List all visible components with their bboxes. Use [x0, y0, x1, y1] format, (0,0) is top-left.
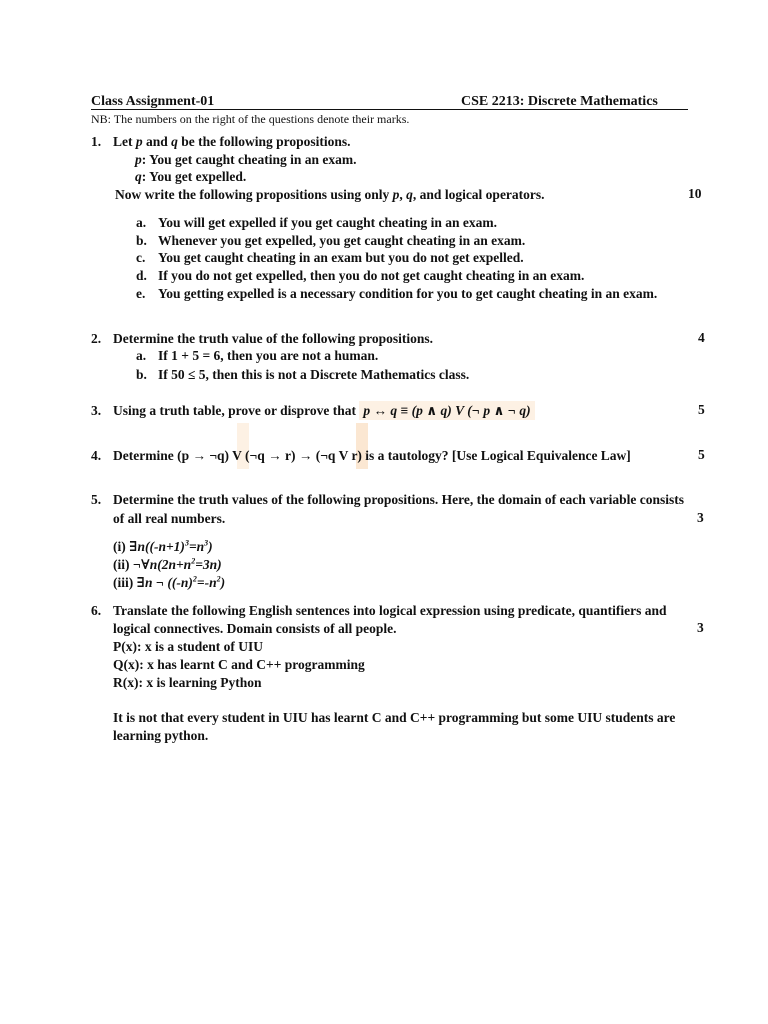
q2-marks: 4 — [698, 330, 705, 345]
q1-item-b: b. Whenever you get expelled, you get caught cheating in an exam. — [136, 233, 526, 248]
q1-q-definition: q: You get expelled. — [135, 169, 247, 184]
q2-text: Determine the truth value of the following propositions. — [113, 331, 433, 346]
q1-item-c: c. You get caught cheating in an exam but you do not get expelled. — [136, 250, 524, 265]
q5-line1: Determine the truth values of the following propositions. Here, the domain of each variable consists — [113, 492, 684, 507]
q1-p-definition: p: You get caught cheating in an exam. — [135, 152, 357, 167]
q5-number: 5. — [91, 492, 102, 507]
q2-item-a: a. If 1 + 5 = 6, then you are not a human. — [136, 348, 379, 363]
q5-marks: 3 — [697, 510, 704, 525]
q1-item-a: a. You will get expelled if you get caught cheating in an exam. — [136, 215, 497, 230]
q1-item-d: d. If you do not get expelled, then you do not get caught cheating in an exam. — [136, 268, 585, 283]
q5-line2: of all real numbers. — [113, 511, 226, 526]
q3-marks: 5 — [698, 402, 705, 417]
q6-line2: logical connectives. Domain consists of all people. — [113, 621, 397, 636]
q1-item-e: e. You getting expelled is a necessary condition for you to get caught cheating in an exam. — [136, 286, 658, 301]
marks-note: NB: The numbers on the right of the questions denote their marks. — [91, 112, 410, 126]
q1-marks: 10 — [688, 186, 702, 201]
q2-item-b: b. If 50 ≤ 5, then this is not a Discrete Mathematics class. — [136, 367, 470, 382]
q4-text: Determine (p → ¬q) V (¬q → r) → (¬q V r) is a tautology? [Use Logical Equivalence Law] — [113, 448, 631, 463]
q3-number: 3. — [91, 403, 102, 418]
q6-marks: 3 — [697, 620, 704, 635]
q6-def-q: Q(x): x has learnt C and C++ programming — [113, 657, 365, 672]
q4-marks: 5 — [698, 447, 705, 462]
q5-item-i: (i) $\exists n((-n+1)^3=n^3)$ — [113, 538, 213, 554]
q4-number: 4. — [91, 448, 102, 463]
q6-def-p: P(x): x is a student of UIU — [113, 639, 263, 654]
q3-text: Using a truth table, prove or disprove that p ↔ q ≡ (p ∧ q) V (¬ p ∧ ¬ q) — [113, 402, 535, 420]
assignment-title: Class Assignment-01 — [91, 94, 215, 109]
q1-instruction: Now write the following propositions using only p, q, and logical operators. — [115, 187, 545, 202]
q6-sentence-line2: learning python. — [113, 728, 209, 743]
q2-number: 2. — [91, 331, 102, 346]
q1-number: 1. — [91, 134, 102, 149]
q6-line1: Translate the following English sentences into logical expression using predicate, quantifiers and — [113, 603, 667, 618]
q6-number: 6. — [91, 603, 102, 618]
q6-def-r: R(x): x is learning Python — [113, 675, 262, 690]
course-title: CSE 2213: Discrete Mathematics — [461, 94, 658, 109]
q5-item-iii: (iii) ∃n ¬ $((-n)^2=-n^2)$ — [113, 574, 226, 590]
q1-intro: Let p and q be the following propositions. — [113, 134, 351, 149]
q5-item-ii: (ii) $\neg\forall n(2n+n^2=3n)$ — [113, 556, 222, 572]
q3-formula: p ↔ q ≡ (p ∧ q) V (¬ p ∧ ¬ q) — [359, 401, 534, 420]
q6-sentence-line1: It is not that every student in UIU has learnt C and C++ programming but some UIU students are — [113, 710, 676, 725]
